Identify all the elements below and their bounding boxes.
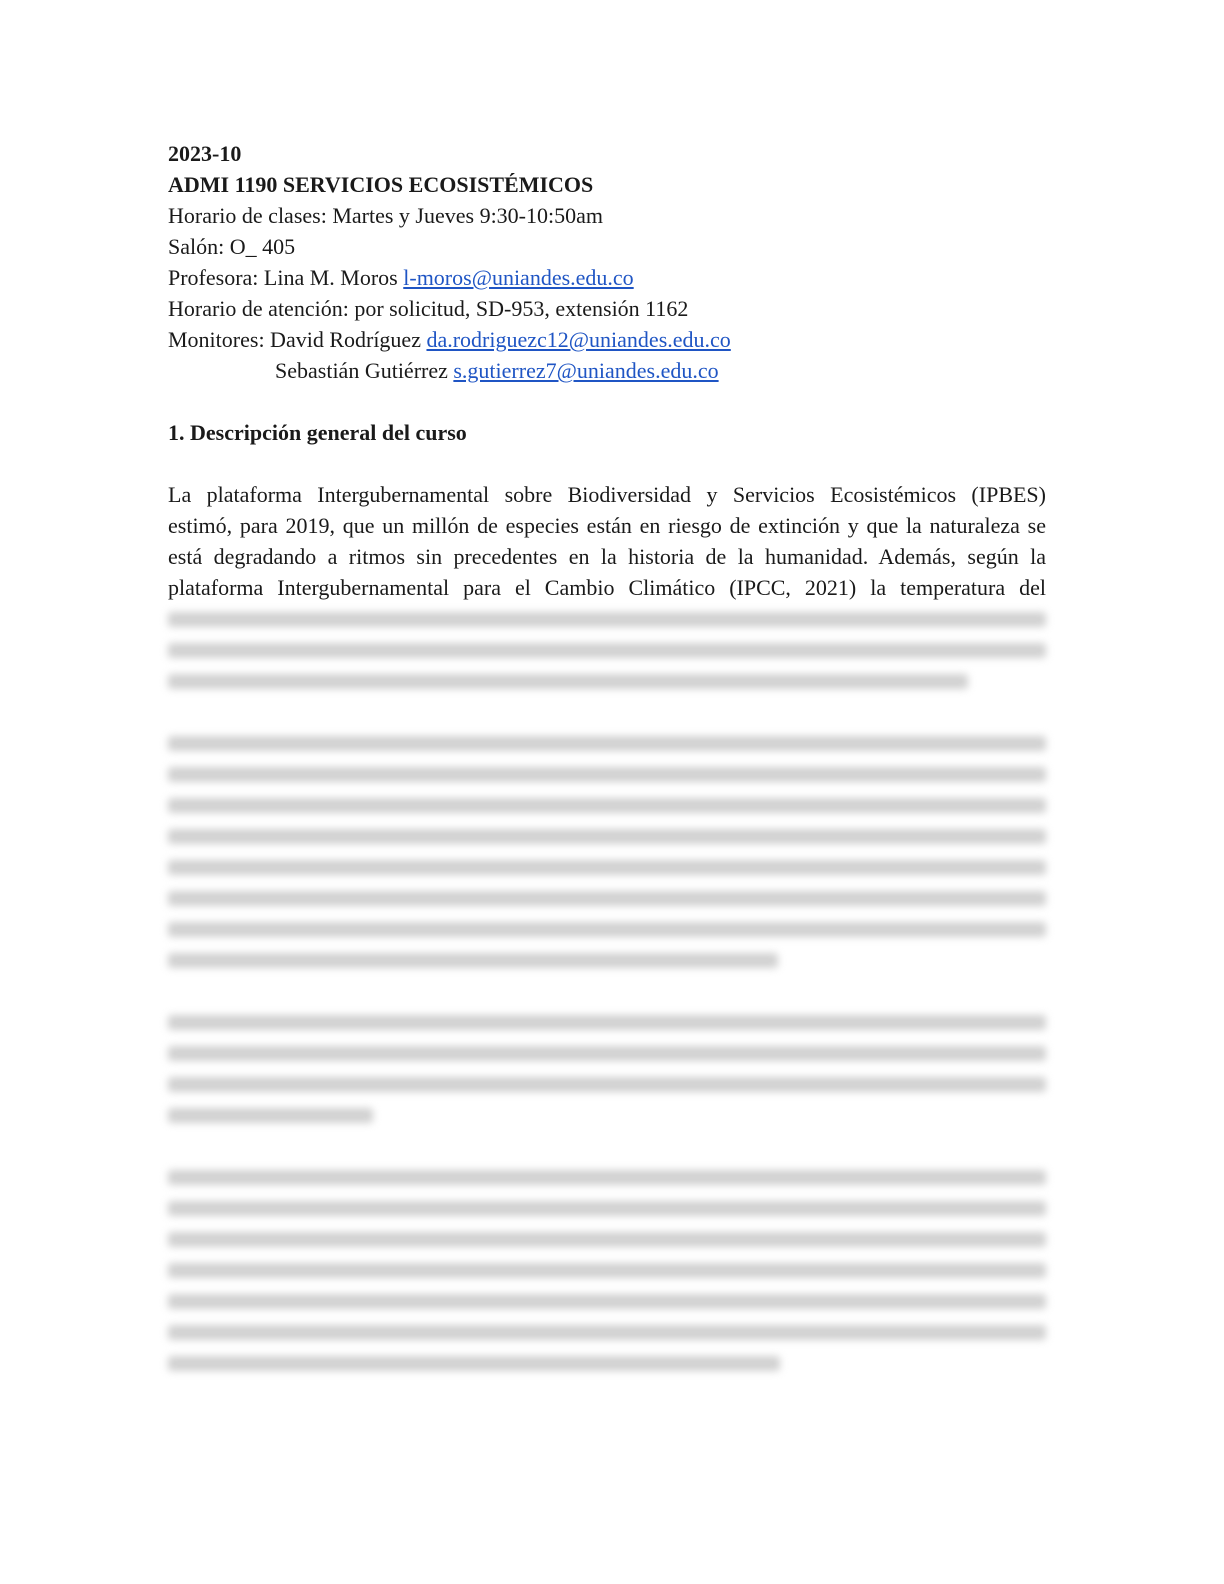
- paragraph-line: La plataforma Intergubernamental sobre Biodiversidad y Servicios Ecosistémicos (IPBES): [168, 482, 1046, 507]
- paragraph-line: está degradando a ritmos sin precedentes en la historia de la humanidad. Además, según la: [168, 544, 1046, 569]
- blurred-line: [168, 820, 1046, 851]
- classroom: Salón: O_ 405: [168, 234, 296, 259]
- blurred-line: [168, 1037, 1046, 1068]
- monitor2-label: Sebastián Gutiérrez: [275, 358, 454, 383]
- blurred-line: [168, 913, 1046, 944]
- paragraph-1: [168, 479, 1046, 603]
- professor-label: Profesora: Lina M. Moros: [168, 265, 404, 290]
- monitor1-line: [168, 324, 1046, 355]
- paragraph-line: plataforma Intergubernamental para el Cambio Climático (IPCC, 2021) la temperatura del: [168, 575, 1046, 600]
- blurred-line: [168, 758, 1046, 789]
- blurred-line: [168, 1192, 1046, 1223]
- class-schedule: Horario de clases: Martes y Jueves 9:30-10:50am: [168, 203, 603, 228]
- blurred-line: [168, 944, 1046, 975]
- blurred-line: [168, 665, 1046, 696]
- blurred-line: [168, 1161, 1046, 1192]
- professor-line: [168, 262, 1046, 293]
- paragraph-line: estimó, para 2019, que un millón de especies están en riesgo de extinción y que la naturaleza se: [168, 513, 1046, 538]
- professor-email-link[interactable]: l-moros@uniandes.edu.co: [403, 265, 634, 290]
- blurred-line: [168, 851, 1046, 882]
- blurred-line: [168, 1316, 1046, 1347]
- monitor2-email-link[interactable]: s.gutierrez7@uniandes.edu.co: [453, 358, 719, 383]
- blurred-line: [168, 1099, 1046, 1130]
- blurred-line: [168, 882, 1046, 913]
- blurred-line: [168, 1285, 1046, 1316]
- blurred-line: [168, 789, 1046, 820]
- blurred-line: [168, 603, 1046, 634]
- blurred-line: [168, 1068, 1046, 1099]
- blurred-line: [168, 1223, 1046, 1254]
- term: 2023-10: [168, 141, 242, 166]
- blurred-line: [168, 1006, 1046, 1037]
- blurred-line: [168, 1254, 1046, 1285]
- monitor2-line: [168, 355, 1046, 386]
- blurred-text-block: [168, 603, 1046, 1378]
- course-title: ADMI 1190 SERVICIOS ECOSISTÉMICOS: [168, 172, 594, 197]
- monitors-label: Monitores: David Rodríguez: [168, 327, 427, 352]
- document-page: [168, 138, 1046, 1378]
- section-heading: 1. Descripción general del curso: [168, 420, 467, 445]
- monitor1-email-link[interactable]: da.rodriguezc12@uniandes.edu.co: [426, 327, 731, 352]
- office-hours: Horario de atención: por solicitud, SD-953, extensión 1162: [168, 296, 689, 321]
- blurred-line: [168, 634, 1046, 665]
- blurred-line: [168, 727, 1046, 758]
- blurred-line: [168, 1347, 1046, 1378]
